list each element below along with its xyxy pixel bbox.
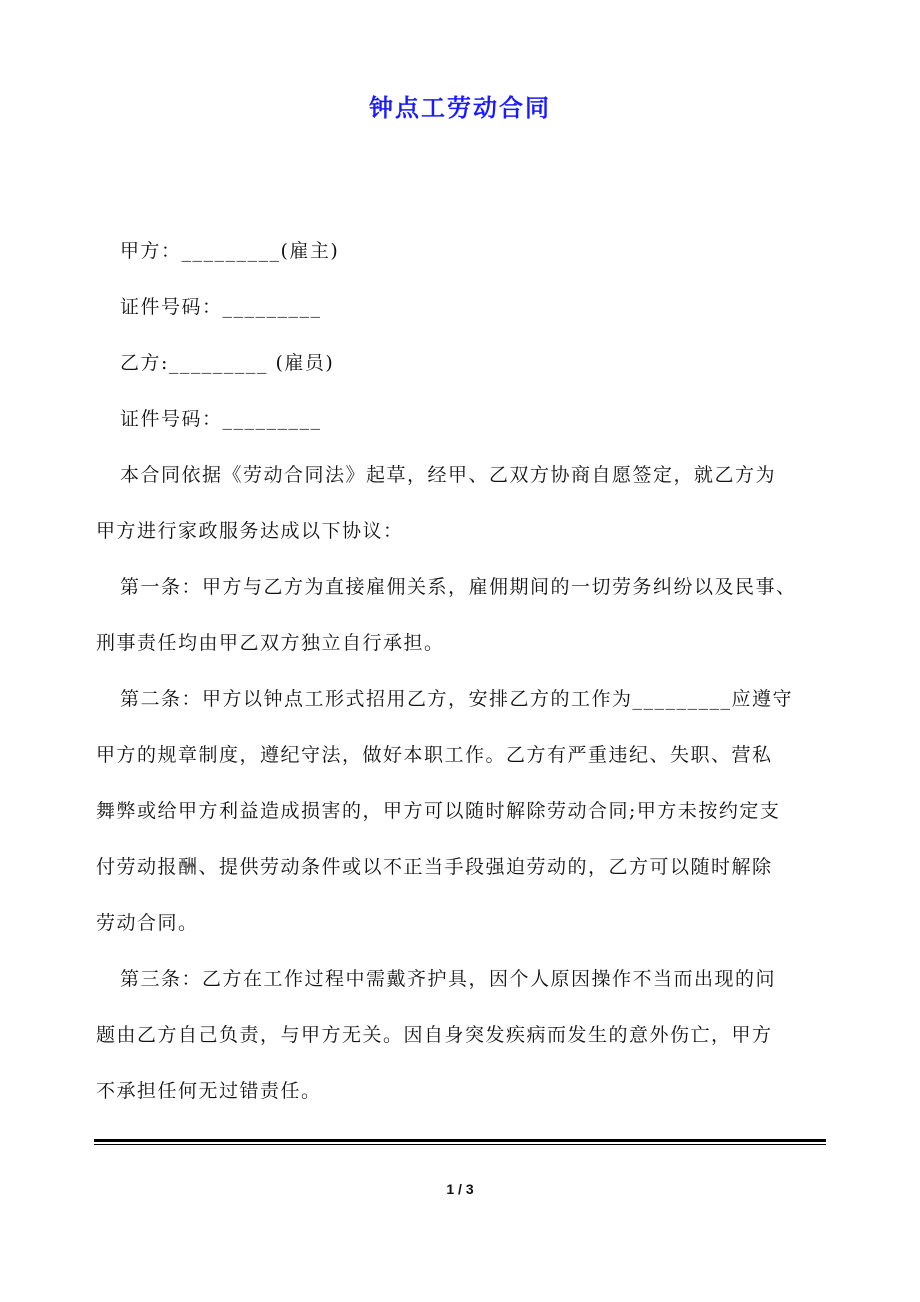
article-2-line-5: 劳动合同。 — [96, 912, 199, 934]
article-2-line-4: 付劳动报酬、提供劳动条件或以不正当手段强迫劳动的，乙方可以随时解除 — [96, 856, 773, 878]
article-3-line-2: 题由乙方自己负责，与甲方无关。因自身突发疾病而发生的意外伤亡，甲方 — [96, 1024, 773, 1046]
party-b-id-line: 证件号码：_________ — [120, 408, 322, 430]
party-a-line: 甲方：_________(雇主) — [120, 240, 340, 262]
article-2-line-1: 第二条：甲方以钟点工形式招用乙方，安排乙方的工作为_________应遵守 — [120, 688, 794, 710]
preamble-line-2: 甲方进行家政服务达成以下协议： — [96, 520, 404, 542]
party-a-id-line: 证件号码：_________ — [120, 296, 322, 318]
document-title: 钟点工劳动合同 — [369, 93, 551, 122]
article-1-line-2: 刑事责任均由甲乙双方独立自行承担。 — [96, 632, 445, 654]
footer-divider-thick — [94, 1139, 826, 1142]
article-3-line-1: 第三条：乙方在工作过程中需戴齐护具，因个人原因操作不当而出现的问 — [120, 968, 777, 990]
article-2-line-2: 甲方的规章制度，遵纪守法，做好本职工作。乙方有严重违纪、失职、营私 — [96, 744, 773, 766]
article-1-line-1: 第一条：甲方与乙方为直接雇佣关系，雇佣期间的一切劳务纠纷以及民事、 — [120, 576, 797, 598]
footer-divider-thin — [94, 1144, 826, 1145]
article-2-line-3: 舞弊或给甲方利益造成损害的，甲方可以随时解除劳动合同;甲方未按约定支 — [96, 800, 781, 822]
party-b-line: 乙方:_________ (雇员) — [120, 352, 335, 374]
page-number: 1 / 3 — [446, 1181, 474, 1197]
preamble-line-1: 本合同依据《劳动合同法》起草，经甲、乙双方协商自愿签定，就乙方为 — [120, 464, 777, 486]
article-3-line-3: 不承担任何无过错责任。 — [96, 1080, 322, 1102]
